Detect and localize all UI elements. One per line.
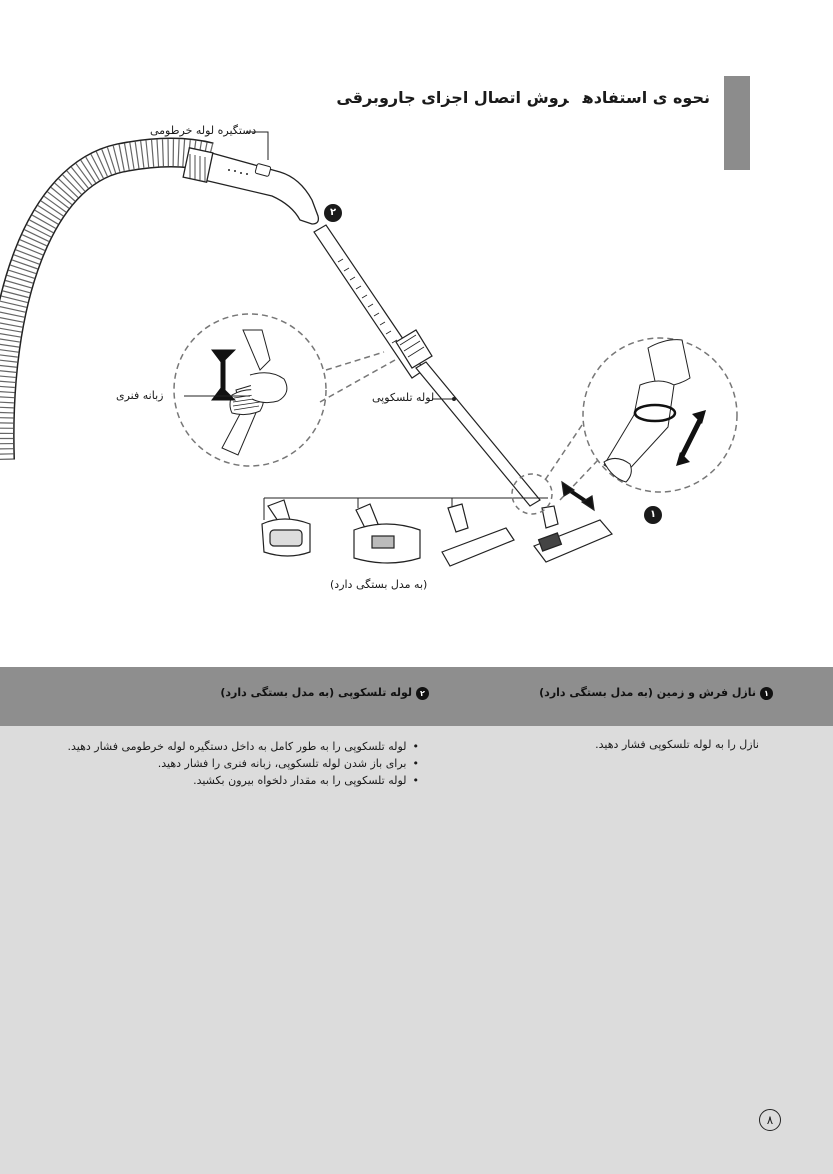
- model-dependent-label: (به مدل بستگی دارد): [330, 578, 428, 591]
- tube-section-title-text: لوله تلسکوپی (به مدل بستگی دارد): [220, 686, 412, 699]
- list-item: • لوله تلسکوپی را به مقدار دلخواه بیرون بکشید.: [67, 772, 419, 789]
- spring-tab-label: زبانه فنری: [116, 389, 164, 402]
- nozzle-section-title-text: نازل فرش و زمین (به مدل بستگی دارد): [539, 686, 756, 699]
- nozzle-section-title: [539, 686, 773, 700]
- nozzle-options: [262, 474, 612, 566]
- page-title-assembly: روش اتصال اجزای جاروبرقی: [336, 88, 569, 107]
- page-number: ۸: [759, 1109, 781, 1131]
- nozzle-section-number: ۱: [760, 687, 773, 700]
- instruction-panel: [0, 726, 833, 1174]
- nozzle-connection-detail: [545, 338, 737, 500]
- list-item: • برای باز شدن لوله تلسکوپی، زبانه فنری را فشار دهید.: [67, 755, 419, 772]
- page-title-usage: نحوه ی استفاده: [582, 88, 710, 107]
- nozzle-instruction: نازل را به لوله تلسکوپی فشار دهید.: [595, 738, 759, 751]
- step-two-badge: ۲: [324, 204, 342, 222]
- tube-instruction-list: [67, 738, 419, 789]
- spring-tab-detail: [174, 314, 395, 466]
- telescopic-tube: [314, 225, 540, 506]
- tube-section-number: ۲: [416, 687, 429, 700]
- hose-handle-label: دستگیره لوله خرطومی: [150, 124, 257, 137]
- telescopic-tube-label: لوله تلسکوپی: [372, 391, 435, 404]
- hose-handle: [183, 148, 318, 224]
- step-one-badge: ۱: [644, 506, 662, 524]
- list-item: • لوله تلسکوپی را به طور کامل به داخل دستگیره لوله خرطومی فشار دهید.: [67, 738, 419, 755]
- tube-section-title: [220, 686, 429, 700]
